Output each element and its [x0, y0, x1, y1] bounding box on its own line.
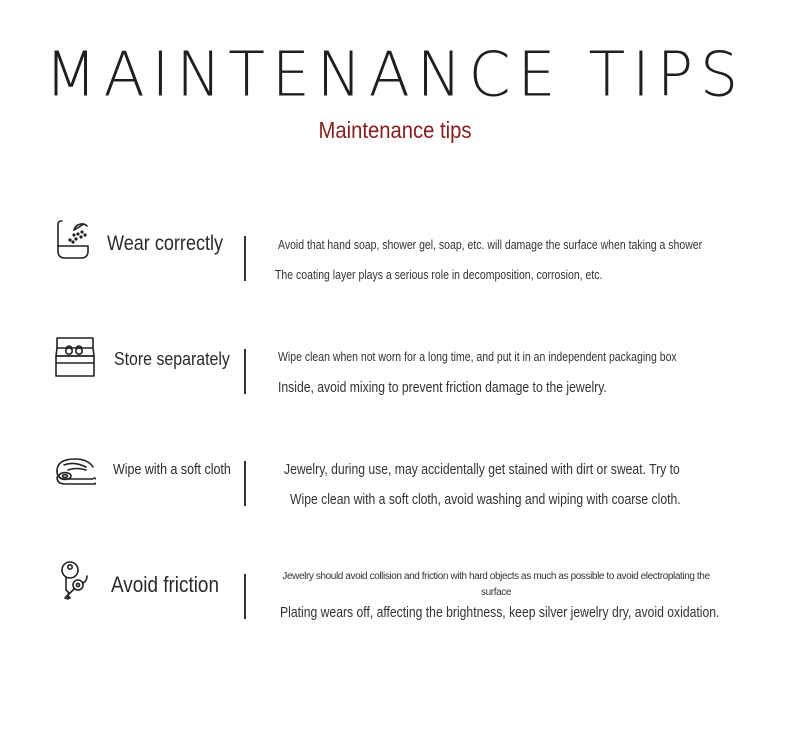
tip-title: Wipe with a soft cloth: [113, 462, 231, 478]
divider: [244, 461, 246, 506]
tip-title: Avoid friction: [111, 572, 219, 597]
tip-line: Wipe clean with a soft cloth, avoid washing and wiping with coarse cloth.: [290, 492, 681, 508]
page-title: MAINTENANCE TIPS: [44, 39, 746, 111]
friction-keys-icon: [52, 558, 96, 602]
shower-icon: [52, 218, 96, 262]
tip-line: Wipe clean when not worn for a long time, and put it in an independent packaging box: [278, 350, 677, 364]
page-subtitle: Maintenance tips: [318, 117, 472, 143]
tip-line: The coating layer plays a serious role in decomposition, corrosion, etc.: [275, 268, 603, 282]
divider: [244, 236, 246, 281]
divider: [244, 349, 246, 394]
tip-line: Avoid that hand soap, shower gel, soap, etc. will damage the surface when taking a shower: [278, 238, 703, 252]
tip-line: Inside, avoid mixing to prevent friction damage to the jewelry.: [278, 380, 607, 396]
tip-title: Store separately: [114, 348, 230, 369]
jewelry-box-icon: [52, 335, 96, 379]
cloth-icon: [52, 449, 96, 493]
tip-line: Jewelry should avoid collision and friction with hard objects as much as possible to avoid electroplating the surface: [282, 571, 710, 598]
tip-line: Plating wears off, affecting the brightness, keep silver jewelry dry, avoid oxidation.: [280, 605, 720, 621]
tip-title: Wear correctly: [107, 232, 224, 255]
divider: [244, 574, 246, 619]
tip-line: Jewelry, during use, may accidentally get stained with dirt or sweat. Try to: [284, 462, 680, 478]
